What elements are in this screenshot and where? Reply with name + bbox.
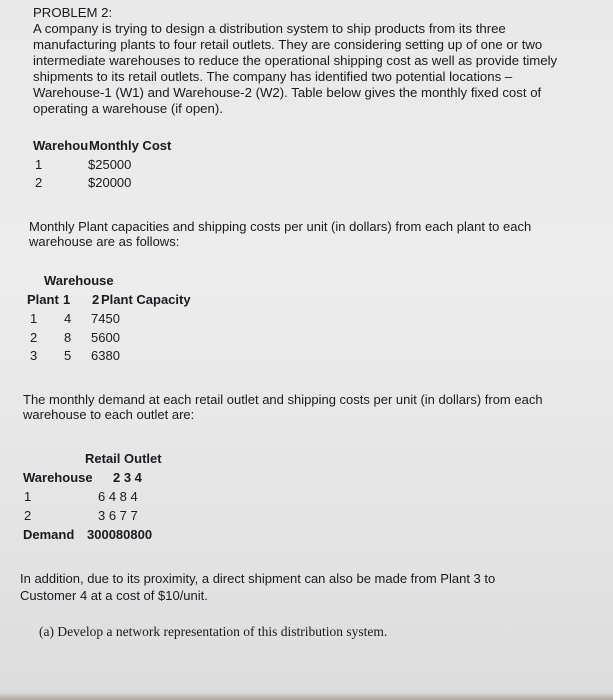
- fixed-cost-row-2-id: 2: [35, 175, 43, 190]
- fixed-cost-header-warehouse: Warehou: [33, 138, 89, 153]
- capacity-col-w1: 1: [63, 292, 71, 307]
- page-bottom-edge: [0, 692, 613, 700]
- capacity-group-header: Warehouse: [44, 273, 114, 288]
- capacity-row-2-plant: 2: [30, 330, 38, 345]
- demand-outlet-cols: 2 3 4: [113, 470, 142, 485]
- addition-line-2: Customer 4 at a cost of $10/unit.: [20, 588, 208, 603]
- demand-label: Demand: [23, 527, 75, 542]
- intro-line-2: manufacturing plants to four retail outlets. They are considering setting up of one or two: [33, 37, 543, 52]
- capacity-col-w2: 2: [92, 292, 100, 307]
- capacity-row-3-w2: 5: [64, 348, 72, 363]
- intro-line-1: A company is trying to design a distribution system to ship products from its three: [33, 21, 506, 36]
- demand-row-2-costs: 3 6 7 7: [98, 508, 138, 523]
- intro-line-5: Warehouse-1 (W1) and Warehouse-2 (W2). Table below gives the monthly fixed cost of: [33, 85, 542, 100]
- addition-line-1: In addition, due to its proximity, a direct shipment can also be made from Plant 3 to: [20, 571, 496, 586]
- demand-row-1-warehouse: 1: [24, 489, 32, 504]
- capacity-intro-line-2: warehouse are as follows:: [29, 234, 180, 249]
- capacity-row-3-plant: 3: [30, 348, 38, 363]
- question-a: (a) Develop a network representation of this distribution system.: [39, 624, 388, 639]
- capacity-col-capacity: Plant Capacity: [101, 292, 191, 307]
- capacity-intro-line-1: Monthly Plant capacities and shipping costs per unit (in dollars) from each plant to each: [29, 219, 532, 234]
- capacity-row-1-w2: 4: [64, 311, 72, 326]
- fixed-cost-row-2-cost: $20000: [88, 175, 132, 190]
- intro-line-3: intermediate warehouses to reduce the operational shipping cost as well as provide timely: [33, 53, 558, 68]
- capacity-row-2-capacity: 5600: [91, 330, 120, 345]
- demand-col-warehouse: Warehouse: [23, 470, 93, 485]
- intro-line-4: shipments to its retail outlets. The company has identified two potential locations –: [33, 69, 513, 84]
- capacity-col-plant: Plant: [27, 292, 59, 307]
- problem-title: PROBLEM 2:: [33, 5, 113, 20]
- demand-row-2-warehouse: 2: [24, 508, 32, 523]
- fixed-cost-row-1-cost: $25000: [88, 157, 132, 172]
- demand-group-header: Retail Outlet: [85, 451, 162, 466]
- capacity-row-3-capacity: 6380: [91, 348, 120, 363]
- demand-intro-line-1: The monthly demand at each retail outlet and shipping costs per unit (in dollars) from each: [23, 392, 543, 407]
- capacity-row-2-w2: 8: [64, 330, 72, 345]
- fixed-cost-row-1-id: 1: [35, 157, 43, 172]
- intro-line-6: operating a warehouse (if open).: [33, 101, 223, 116]
- capacity-row-1-plant: 1: [30, 311, 38, 326]
- demand-values: 300080800: [87, 527, 153, 542]
- fixed-cost-header-cost: Monthly Cost: [89, 138, 172, 153]
- demand-row-1-costs: 6 4 8 4: [98, 489, 138, 504]
- capacity-row-1-capacity: 7450: [91, 311, 120, 326]
- demand-intro-line-2: warehouse to each outlet are:: [23, 407, 195, 422]
